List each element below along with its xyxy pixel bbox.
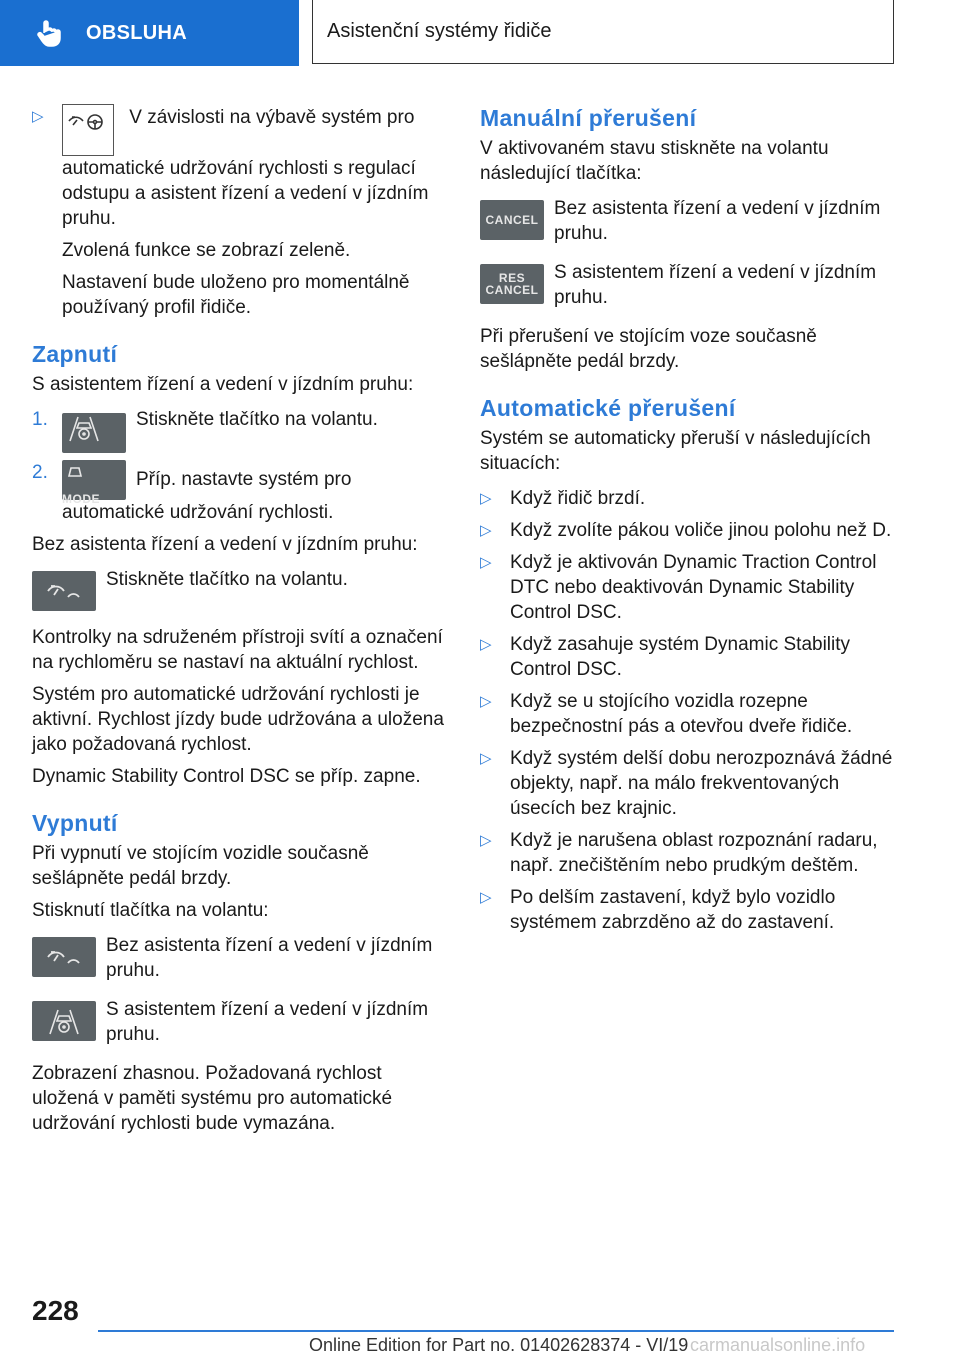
vypnuti-paragraph-3: Zobrazení zhasnou. Požadovaná rychlost uložená v paměti systému pro automatické udržování rychlosti bude vymazána. — [32, 1063, 393, 1134]
triangle-bullet-icon: ▷ — [480, 522, 492, 539]
triangle-bullet-icon: ▷ — [480, 750, 492, 767]
zapnuti-paragraph-1: Kontrolky na sdruženém přístroji svítí a označení na rychloměru se nastaví na aktuální rychlost. — [32, 627, 443, 673]
vypnuti-option-2-text: S asistentem řízení a vedení v jízdním pruhu. — [106, 999, 429, 1045]
triangle-bullet-icon: ▷ — [480, 693, 492, 710]
intro-bullet — [32, 104, 450, 231]
list-item: ▷ Když řidič brzdí. — [480, 488, 646, 509]
cancel2-button-label: CANCEL — [485, 283, 539, 297]
cancel-button-label: CANCEL — [485, 213, 539, 227]
res-cancel-option-text: S asistentem řízení a vedení v jízdním pruhu. — [554, 262, 877, 308]
step-1 — [32, 407, 450, 453]
cruise-button-text: Stiskněte tlačítko na volantu. — [106, 569, 348, 590]
triangle-bullet-icon: ▷ — [480, 636, 492, 653]
page-number: 228 — [32, 1295, 79, 1326]
step-2-text: Příp. nastavte systém pro automatické udržování rychlosti. — [62, 469, 352, 523]
res-button-label: RES — [498, 271, 526, 285]
heading-zapnuti: Zapnutí — [32, 341, 118, 367]
manualni-paragraph-1: Při přerušení ve stojícím voze současně sešlápněte pedál brzdy. — [480, 326, 817, 372]
triangle-bullet-icon: ▷ — [32, 108, 44, 125]
heading-automaticke: Automatické přerušení — [480, 395, 736, 421]
vypnuti-option-1-text: Bez asistenta řízení a vedení v jízdním pruhu. — [106, 935, 433, 981]
section-tab — [0, 0, 299, 66]
heading-vypnuti: Vypnutí — [32, 810, 118, 836]
zapnuti-lead: S asistentem řízení a vedení v jízdním pruhu: — [32, 374, 414, 395]
step-1-number: 1. — [32, 409, 48, 430]
triangle-bullet-icon: ▷ — [480, 832, 492, 849]
lane-assist-button-icon — [62, 413, 126, 453]
zapnuti-paragraph-3: Dynamic Stability Control DSC se příp. zapne. — [32, 766, 421, 787]
footer-edition: Online Edition for Part no. 01402628374 - VI/19 — [309, 1335, 689, 1355]
zapnuti-lead-2: Bez asistenta řízení a vedení v jízdním pruhu: — [32, 534, 418, 555]
watermark: carmanualsonline.info — [690, 1335, 866, 1355]
list-item: ▷ Když zasahuje systém Dynamic Stability Control DSC. — [480, 634, 851, 680]
intro-paragraph-2: Nastavení bude uloženo pro momentálně používaný profil řidiče. — [62, 272, 410, 318]
list-item: ▷ Když je aktivován Dynamic Traction Control DTC nebo deaktivován Dynamic Stability Control DSC. — [480, 552, 877, 623]
left-column — [32, 104, 450, 1143]
res-cancel-option — [480, 260, 900, 310]
list-item: ▷ Když systém delší dobu nerozpoznává žádné objekty, např. na málo frekventovaných úsecích bez krajnic. — [480, 748, 893, 819]
vypnuti-paragraph-2: Stisknutí tlačítka na volantu: — [32, 900, 269, 921]
intro-bullet-text: V závislosti na výbavě systém pro automatické udržování rychlosti s regulací odstupu a asistent řízení a vedení v jízdním pruhu. — [62, 107, 429, 229]
triangle-bullet-icon: ▷ — [480, 554, 492, 571]
triangle-bullet-icon: ▷ — [480, 490, 492, 507]
automaticke-lead: Systém se automaticky přeruší v následujících situacích: — [480, 428, 871, 474]
right-column — [480, 104, 900, 942]
section-tab-label: OBSLUHA — [86, 21, 187, 44]
cruise-control-button-icon — [32, 937, 96, 977]
manualni-lead: V aktivovaném stavu stiskněte na volantu následující tlačítka: — [480, 138, 829, 184]
cancel-option — [480, 196, 900, 246]
zapnuti-paragraph-2: Systém pro automatické udržování rychlosti je aktivní. Rychlost jízdy bude udržována a uložena jako požadovaná rychlost. — [32, 684, 444, 755]
footer-divider — [98, 1330, 894, 1332]
res-cancel-button-icon — [480, 264, 544, 304]
step-2 — [32, 460, 450, 525]
triangle-bullet-icon: ▷ — [480, 889, 492, 906]
cancel-option-text: Bez asistenta řízení a vedení v jízdním pruhu. — [554, 198, 881, 244]
step-2-number: 2. — [32, 462, 48, 483]
chapter-title: Asistenční systémy řidiče — [312, 0, 894, 64]
vypnuti-option-2 — [32, 997, 450, 1047]
cancel-button-icon — [480, 200, 544, 240]
lane-assist-button-icon — [32, 1001, 96, 1041]
list-item: ▷ Když zvolíte pákou voliče jinou polohu než D. — [480, 520, 892, 541]
list-item: ▷ Když je narušena oblast rozpoznání radaru, např. znečištěním nebo prudkým deštěm. — [480, 830, 878, 876]
list-item: ▷ Po delším zastavení, když bylo vozidlo systémem zabrzděno až do zastavení. — [480, 887, 836, 933]
cruise-control-button-icon — [32, 571, 96, 611]
cruise-control-outline-icon — [62, 104, 114, 156]
mode-button-label: MODE — [62, 492, 100, 506]
hand-pointer-icon — [36, 18, 66, 48]
mode-button-icon — [62, 460, 126, 506]
vypnuti-option-1 — [32, 933, 450, 983]
vypnuti-paragraph-1: Při vypnutí ve stojícím vozidle současně sešlápněte pedál brzdy. — [32, 843, 369, 889]
list-item: ▷ Když se u stojícího vozidla rozepne bezpečnostní pás a otevřou dveře řidiče. — [480, 691, 853, 737]
heading-manualni: Manuální přerušení — [480, 105, 697, 131]
step-1-text: Stiskněte tlačítko na volantu. — [136, 409, 378, 430]
intro-paragraph-1: Zvolená funkce se zobrazí zeleně. — [62, 240, 351, 261]
cruise-button-row — [32, 567, 450, 611]
